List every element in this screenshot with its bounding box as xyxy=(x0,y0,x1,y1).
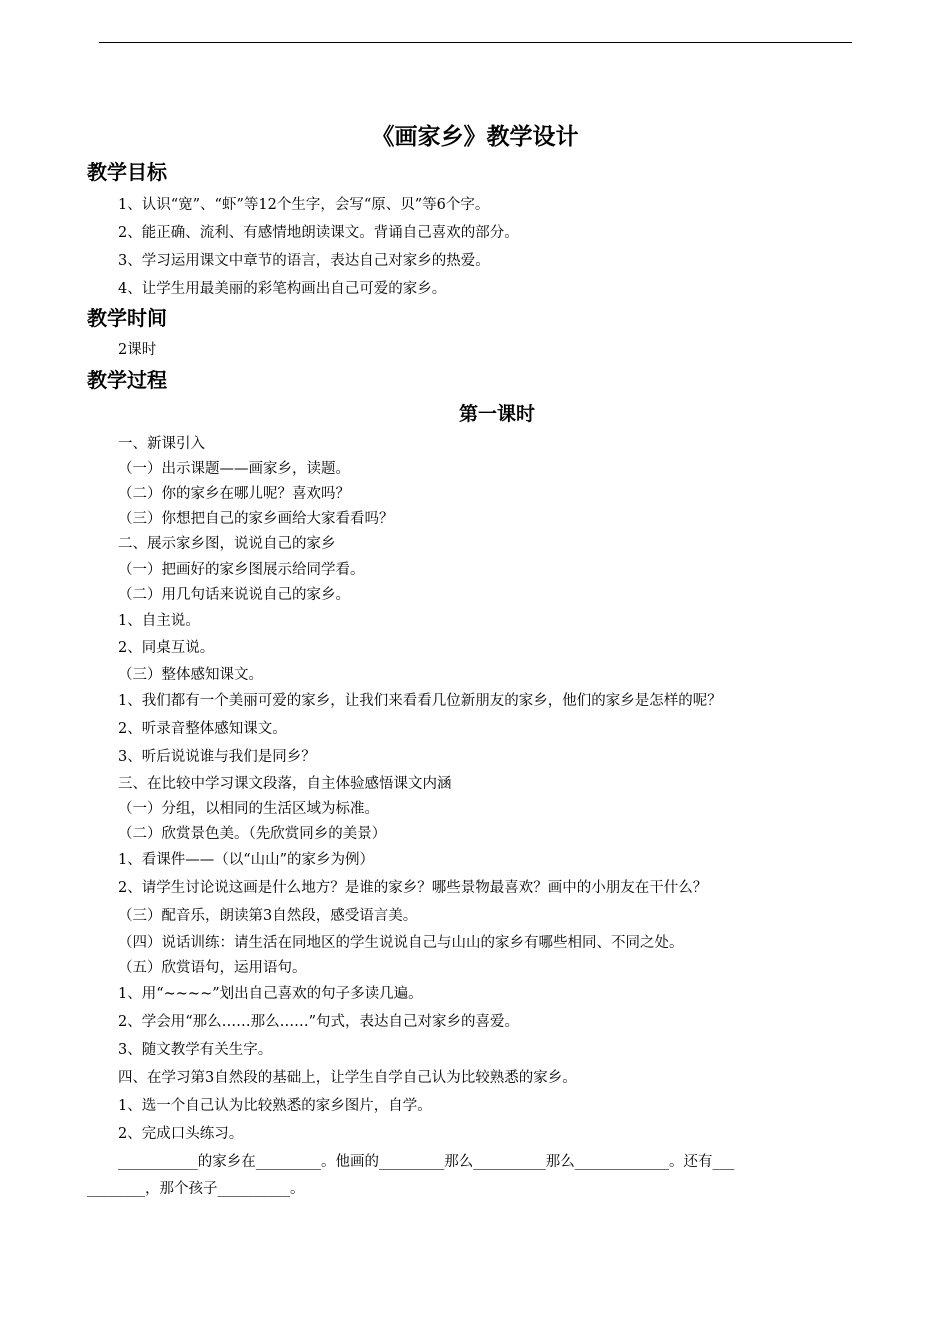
process-line: 1、用“~~~~”划出自己喜欢的句子多读几遍。 xyxy=(118,986,423,1002)
process-line: 2、请学生讨论说这画是什么地方？是谁的家乡？哪些景物最喜欢？画中的小朋友在干什么？ xyxy=(118,880,708,896)
process-line: （二）用几句话来说说自己的家乡。 xyxy=(118,587,350,603)
goal-item: 1、认识“宽”、“虾”等12个生字，会写“原、贝”等6个字。 xyxy=(118,197,490,213)
process-line: 二、展示家乡图，说说自己的家乡 xyxy=(118,536,336,552)
time-value: 2课时 xyxy=(118,342,157,358)
lesson-title: 第一课时 xyxy=(458,403,535,425)
process-line: （三）你想把自己的家乡画给大家看看吗？ xyxy=(118,511,394,527)
process-line: 2、听录音整体感知课文。 xyxy=(118,721,287,737)
header-rule xyxy=(99,42,852,43)
process-line: 3、听后说说谁与我们是同乡？ xyxy=(118,749,316,765)
process-line: （一）分组，以相同的生活区域为标准。 xyxy=(118,801,379,817)
process-line: 1、我们都有一个美丽可爱的家乡，让我们来看看几位新朋友的家乡，他们的家乡是怎样的呢？ xyxy=(118,693,722,709)
process-line: （五）欣赏语句，运用语句。 xyxy=(118,960,307,976)
heading-time: 教学时间 xyxy=(87,306,167,330)
goal-item: 4、让学生用最美丽的彩笔构画出自己可爱的家乡。 xyxy=(118,281,447,297)
fill-blank-exercise-continued: ________，那个孩子__________。 xyxy=(87,1181,305,1197)
process-line: 一、新课引入 xyxy=(118,436,205,452)
process-line: （二）你的家乡在哪儿呢？喜欢吗？ xyxy=(118,486,350,502)
fill-blank-exercise: ___________的家乡在_________。他画的_________那么__________那么_____________。还有___ xyxy=(118,1154,735,1170)
process-line: （一）出示课题——画家乡，读题。 xyxy=(118,461,350,477)
process-line: （二）欣赏景色美。（先欣赏同乡的美景） xyxy=(118,826,387,842)
heading-goals: 教学目标 xyxy=(87,160,167,184)
goal-item: 2、能正确、流利、有感情地朗读课文。背诵自己喜欢的部分。 xyxy=(118,225,519,241)
heading-process: 教学过程 xyxy=(87,368,167,392)
process-line: （一）把画好的家乡图展示给同学看。 xyxy=(118,562,365,578)
process-line: 1、自主说。 xyxy=(118,613,200,629)
process-line: 1、看课件——（以“山山”的家乡为例） xyxy=(118,852,375,868)
process-line: 四、在学习第3自然段的基础上，让学生自学自己认为比较熟悉的家乡。 xyxy=(118,1070,577,1086)
process-line: 1、选一个自己认为比较熟悉的家乡图片，自学。 xyxy=(118,1098,432,1114)
process-line: （三）整体感知课文。 xyxy=(118,667,263,683)
process-line: （三）配音乐，朗读第3自然段，感受语言美。 xyxy=(118,908,418,924)
document-title: 《画家乡》教学设计 xyxy=(371,124,579,150)
process-line: （四）说话训练：请生活在同地区的学生说说自己与山山的家乡有哪些相同、不同之处。 xyxy=(118,935,684,951)
process-line: 三、在比较中学习课文段落，自主体验感悟课文内涵 xyxy=(118,776,452,792)
goal-item: 3、学习运用课文中章节的语言，表达自己对家乡的热爱。 xyxy=(118,253,490,269)
process-line: 2、同桌互说。 xyxy=(118,640,215,656)
process-line: 3、随文教学有关生字。 xyxy=(118,1042,273,1058)
process-line: 2、完成口头练习。 xyxy=(118,1126,244,1142)
process-line: 2、学会用“那么……那么……”句式，表达自己对家乡的喜爱。 xyxy=(118,1014,520,1030)
